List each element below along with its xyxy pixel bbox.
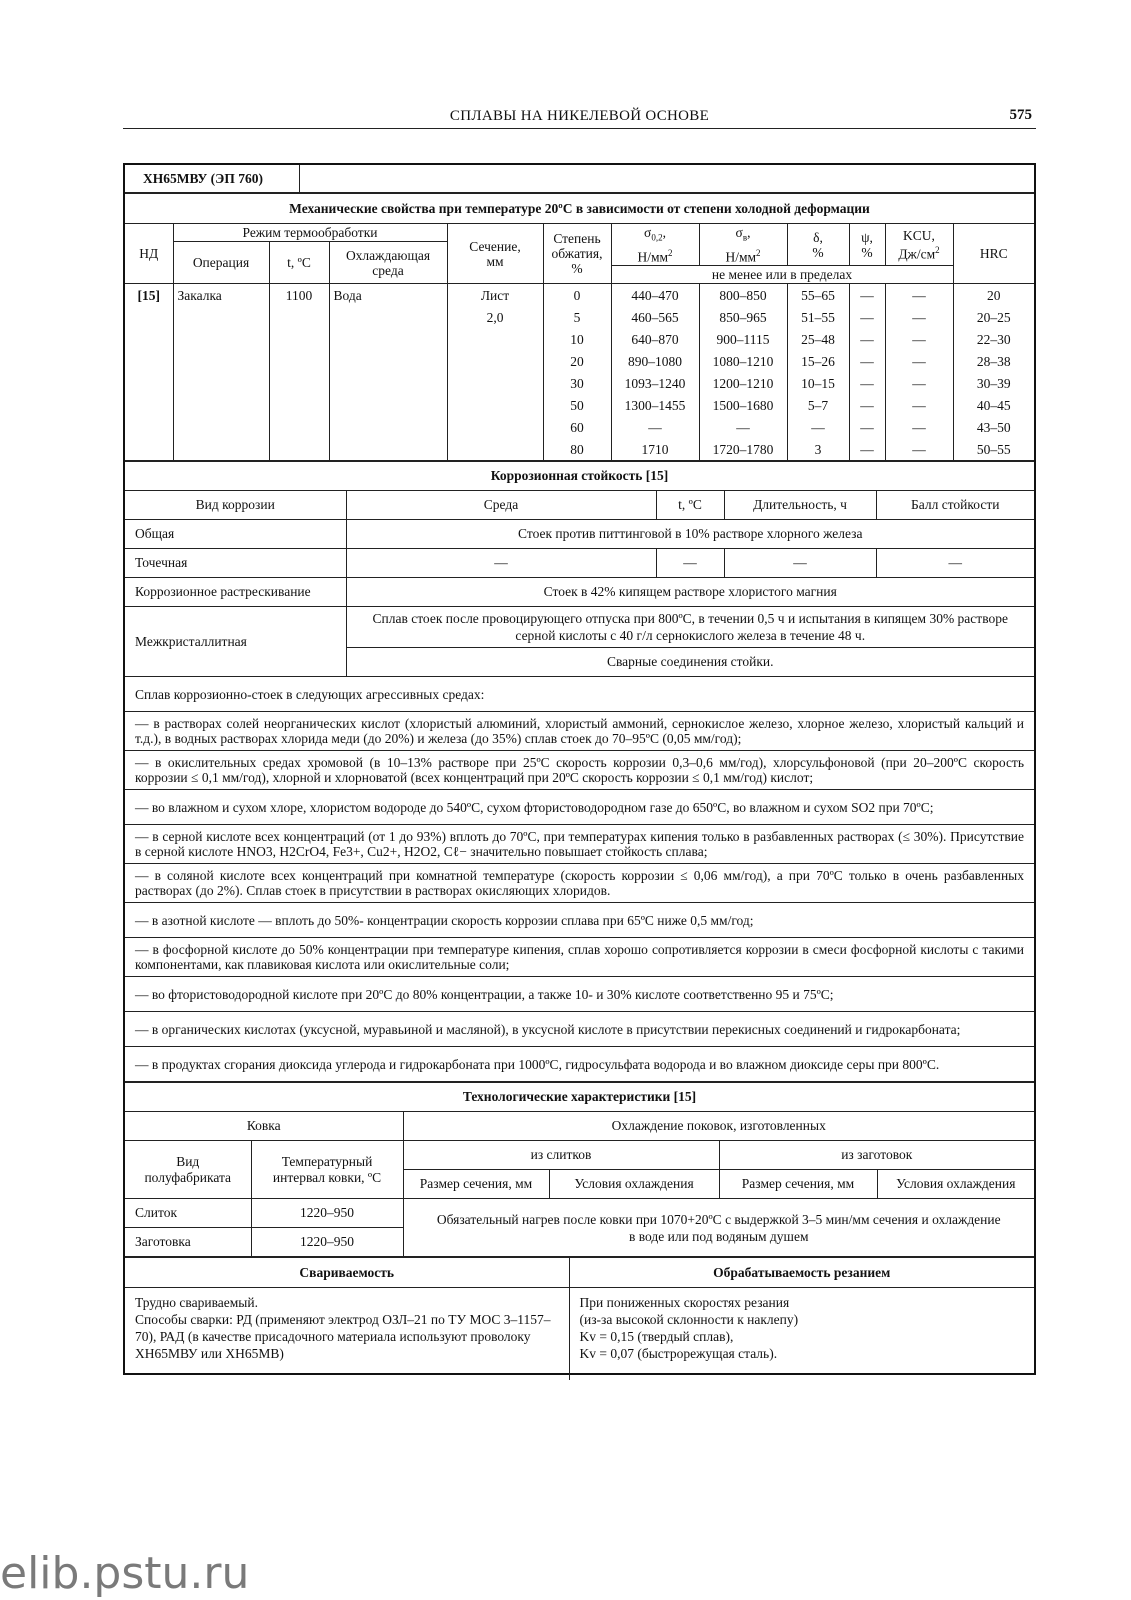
mech-cell: [125, 306, 173, 328]
mech-cell: [125, 416, 173, 438]
mech-cell: [269, 416, 329, 438]
col-section: Сечение, мм: [447, 224, 543, 284]
corr-item: — в окислительных средах хромовой (в 10–13% растворе при 25ºС скорость коррозии 0,3–0,6 мм/год), хлорсульфоновой (при 20–200ºС скорость коррозии ≤ 0,1 мм/год), хлорной и хлорноватой (всех концентраций при 20ºС скорость коррозии ≤ 0,1 мм/год) кислот;: [125, 751, 1034, 790]
mech-cell: —: [885, 372, 953, 394]
alloy-name: ХН65МВУ (ЭП 760): [125, 165, 299, 193]
mech-cell: [329, 306, 447, 328]
dash: —: [876, 549, 1034, 578]
mech-row: [125, 284, 1034, 307]
corrosion-table: [125, 461, 1034, 1082]
mech-cell: —: [885, 438, 953, 461]
mech-cell: 460–565: [611, 306, 699, 328]
col-cooling: Охлаждающая среда: [329, 242, 447, 284]
corr-type-intergranular: Межкристаллитная: [125, 607, 346, 677]
mech-cell: 40–45: [953, 394, 1034, 416]
mech-row: [125, 438, 1034, 461]
mech-cell: [15]: [125, 284, 173, 307]
col-cond: Условия охлаждения: [877, 1170, 1034, 1199]
mech-cell: [173, 416, 269, 438]
mech-cell: —: [849, 394, 885, 416]
mech-cell: 20: [953, 284, 1034, 307]
dash: —: [724, 549, 876, 578]
corr-item: — в азотной кислоте — вплоть до 50%- концентрации скорость коррозии сплава при 65ºС ниже 0,5 мм/год;: [125, 903, 1034, 938]
mech-cell: [447, 350, 543, 372]
col-score: Балл стойкости: [876, 491, 1034, 520]
col-regime: Режим термообработки: [173, 224, 447, 242]
mech-cell: [447, 372, 543, 394]
mech-cell: [329, 416, 447, 438]
mech-cell: [269, 394, 329, 416]
mech-cell: 5–7: [787, 394, 849, 416]
mech-row: [125, 306, 1034, 328]
mech-cell: 0: [543, 284, 611, 307]
mech-cell: 1200–1210: [699, 372, 787, 394]
blank-interval: 1220–950: [251, 1228, 403, 1257]
col-nd: НД: [125, 224, 173, 284]
corr-type-pitting: Точечная: [125, 549, 346, 578]
col-environment: Среда: [346, 491, 656, 520]
mech-cell: 640–870: [611, 328, 699, 350]
col-product-kind: Вид полуфабриката: [125, 1141, 251, 1199]
corr-item: — во влажном и сухом хлоре, хлористом водороде до 540ºС, сухом фтористоводородном газе до 650ºС, во влажном и сухом SO2 при 70ºС;: [125, 790, 1034, 825]
mech-cell: 30–39: [953, 372, 1034, 394]
mech-cell: —: [885, 394, 953, 416]
mech-cell: [173, 306, 269, 328]
mech-cell: [329, 372, 447, 394]
alloy-title-table: [125, 165, 1034, 193]
mech-cell: [125, 394, 173, 416]
alloy-card: [123, 163, 1036, 1375]
corr-env-intergranular: Сплав стоек после провоцирующего отпуска при 800ºС, в течении 0,5 ч и испытания в кипящем 30% растворе серной кислоты с 40 г/л сернокислого железа в течение 48 ч.: [346, 607, 1034, 648]
col-operation: Операция: [173, 242, 269, 284]
mech-cell: 50: [543, 394, 611, 416]
col-forging: Ковка: [125, 1112, 403, 1141]
corr-intro: Сплав коррозионно-стоек в следующих агрессивных средах:: [125, 677, 1034, 712]
mech-cell: —: [699, 416, 787, 438]
mech-cell: 55–65: [787, 284, 849, 307]
mech-cell: 1500–1680: [699, 394, 787, 416]
mech-cell: 1080–1210: [699, 350, 787, 372]
weldability-title: Свариваемость: [125, 1258, 569, 1288]
mech-cell: 43–50: [953, 416, 1034, 438]
mech-cell: Вода: [329, 284, 447, 307]
col-sigma02: $\sigma_{0,2}$, $Н/мм^2$: [611, 224, 699, 266]
mech-cell: 10–15: [787, 372, 849, 394]
col-corr-temp: t, ºC: [656, 491, 724, 520]
row-blank: Заготовка: [125, 1228, 251, 1257]
mech-cell: 800–850: [699, 284, 787, 307]
corr-env-cracking: Стоек в 42% кипящем растворе хлористого магния: [346, 578, 1034, 607]
dash: —: [656, 549, 724, 578]
mech-cell: [447, 328, 543, 350]
mech-cell: 10: [543, 328, 611, 350]
mech-cell: [269, 328, 329, 350]
mech-cell: [329, 394, 447, 416]
mech-cell: [269, 438, 329, 461]
mech-cell: —: [849, 306, 885, 328]
mech-cell: 850–965: [699, 306, 787, 328]
mech-cell: 900–1115: [699, 328, 787, 350]
mech-cell: 1300–1455: [611, 394, 699, 416]
corr-item: — в фосфорной кислоте до 50% концентрации при температуре кипения, сплав хорошо сопротивляется коррозии в смеси фосфорной кислоты с такими компонентами, как плавиковая кислота или окислительные соли;: [125, 938, 1034, 977]
mech-row: [125, 328, 1034, 350]
machinability-title: Обрабатываемость резанием: [569, 1258, 1034, 1288]
mech-cell: 20–25: [953, 306, 1034, 328]
col-size: Размер сечения, мм: [403, 1170, 549, 1199]
mech-cell: 60: [543, 416, 611, 438]
mech-row: [125, 394, 1034, 416]
tech-title: Технологические характеристики [15]: [125, 1083, 1034, 1112]
mech-cell: [125, 328, 173, 350]
mech-cell: [125, 438, 173, 461]
mech-cell: [447, 394, 543, 416]
mech-cell: —: [885, 306, 953, 328]
mech-cell: Лист: [447, 284, 543, 307]
mech-cell: 5: [543, 306, 611, 328]
mech-cell: 25–48: [787, 328, 849, 350]
mech-row: [125, 372, 1034, 394]
mech-cell: —: [849, 328, 885, 350]
site-watermark: elib.pstu.ru: [0, 1548, 250, 1599]
weldability-text: Трудно свариваемый. Способы сварки: РД (применяют электрод ОЗЛ–21 по ТУ МОС 3–1157–70), РАД (в качестве присадочного материала используют проволоку ХН65МВУ или ХН65МВ): [125, 1288, 569, 1381]
mech-cell: [173, 438, 269, 461]
mech-cell: —: [787, 416, 849, 438]
col-hrc: HRC: [953, 224, 1034, 284]
mech-cell: —: [849, 438, 885, 461]
mech-cell: 15–26: [787, 350, 849, 372]
corr-item: — в серной кислоте всех концентраций (от 1 до 93%) вплоть до 70ºС, при температурах кипения только в разбавленных растворах (≤ 30%). Присутствие в серной кислоте HNO3, H2CrO4, Fe3+, Cu2+, H2O2, Cℓ− значительно повышает стойкость сплава;: [125, 825, 1034, 864]
col-from-blanks: из заготовок: [719, 1141, 1034, 1170]
mech-cell: 1093–1240: [611, 372, 699, 394]
col-kcu: KCU, $Дж/см^2$: [885, 224, 953, 266]
mech-cell: —: [885, 416, 953, 438]
mech-cell: 22–30: [953, 328, 1034, 350]
mech-cell: 1100: [269, 284, 329, 307]
page-number: 575: [1009, 107, 1032, 123]
mech-row: [125, 350, 1034, 372]
corr-item: — в органических кислотах (уксусной, муравьиной и масляной), в уксусной кислоте в присутствии перекисных соединений и гидрокарбоната;: [125, 1012, 1034, 1047]
mechanical-title: Механические свойства при температуре 20ºС в зависимости от степени холодной деформации: [125, 194, 1034, 224]
cooling-note: Обязательный нагрев после ковки при 1070+20ºС с выдержкой 3–5 мин/мм сечения и охлаждение в воде или под водяным душем: [403, 1199, 1034, 1257]
mech-cell: [125, 350, 173, 372]
mech-cell: [329, 328, 447, 350]
mech-cell: —: [885, 328, 953, 350]
running-title: СПЛАВЫ НА НИКЕЛЕВОЙ ОСНОВЕ: [449, 108, 710, 124]
mech-cell: —: [849, 416, 885, 438]
mech-cell: 20: [543, 350, 611, 372]
col-min-note: не менее или в пределах: [611, 266, 953, 284]
mech-cell: [173, 394, 269, 416]
ingot-interval: 1220–950: [251, 1199, 403, 1228]
col-cooling-forgings: Охлаждение поковок, изготовленных: [403, 1112, 1034, 1141]
running-header: [123, 106, 1036, 129]
col-sigmav: $\sigma_в$, $Н/мм^2$: [699, 224, 787, 266]
mech-cell: [329, 350, 447, 372]
corr-env-general: Стоек против питтинговой в 10% растворе хлорного железа: [346, 520, 1034, 549]
mech-cell: [329, 438, 447, 461]
mech-cell: [447, 416, 543, 438]
corrosion-title: Коррозионная стойкость [15]: [125, 462, 1034, 491]
weld-machining-table: [125, 1257, 1034, 1380]
col-delta: δ, %: [787, 224, 849, 266]
mech-cell: 50–55: [953, 438, 1034, 461]
col-cond: Условия охлаждения: [549, 1170, 719, 1199]
mech-cell: 440–470: [611, 284, 699, 307]
mech-cell: 1720–1780: [699, 438, 787, 461]
col-corrosion-type: Вид коррозии: [125, 491, 346, 520]
mech-cell: [173, 328, 269, 350]
corr-env-welds: Сварные соединения стойки.: [346, 648, 1034, 677]
mech-cell: —: [611, 416, 699, 438]
dash: —: [346, 549, 656, 578]
mech-cell: —: [885, 284, 953, 307]
mechanical-properties-table: [125, 193, 1034, 461]
corr-item: — в соляной кислоте всех концентраций при комнатной температуре (скорость коррозии ≤ 0,06 мм/год), а при 70ºС только в очень разбавленных растворах (до 2%). Сплав стоек в присутствии в растворах окисляющих хлоридов.: [125, 864, 1034, 903]
mech-cell: 2,0: [447, 306, 543, 328]
mech-cell: [125, 372, 173, 394]
mech-cell: Закалка: [173, 284, 269, 307]
tech-table: [125, 1082, 1034, 1257]
corr-item: — в продуктах сгорания диоксида углерода и гидрокарбоната при 1000ºС, гидросульфата водорода и во влажном диоксиде серы при 800ºС.: [125, 1047, 1034, 1082]
mech-cell: 51–55: [787, 306, 849, 328]
mech-cell: 28–38: [953, 350, 1034, 372]
corr-type-cracking: Коррозионное растрескивание: [125, 578, 346, 607]
mech-cell: 30: [543, 372, 611, 394]
col-duration: Длительность, ч: [724, 491, 876, 520]
col-degree: Степень обжатия, %: [543, 224, 611, 284]
col-from-ingots: из слитков: [403, 1141, 719, 1170]
corr-item: — в растворах солей неорганических кислот (хлористый алюминий, хлористый аммоний, сернокислое железо, хлорное железо, хлористый кальций и т.д.), в водных растворах хлорида меди (до 20%) и железа (до 35%) сплав стоек до 70–95ºС (0,05 мм/год);: [125, 712, 1034, 751]
mech-cell: —: [849, 284, 885, 307]
mech-cell: [269, 372, 329, 394]
machinability-text: При пониженных скоростях резания (из-за высокой склонности к наклепу) Kv = 0,15 (твердый сплав), Kv = 0,07 (быстрорежущая сталь).: [569, 1288, 1034, 1381]
mech-cell: [269, 306, 329, 328]
mech-cell: 80: [543, 438, 611, 461]
mech-cell: —: [849, 372, 885, 394]
mech-cell: [173, 372, 269, 394]
row-ingot: Слиток: [125, 1199, 251, 1228]
col-psi: ψ, %: [849, 224, 885, 266]
mech-cell: 1710: [611, 438, 699, 461]
col-size: Размер сечения, мм: [719, 1170, 877, 1199]
mech-cell: [447, 438, 543, 461]
mech-row: [125, 416, 1034, 438]
mech-cell: —: [849, 350, 885, 372]
mech-cell: [173, 350, 269, 372]
corr-item: — во фтористоводородной кислоте при 20ºС до 80% концентрации, а также 10- и 30% кислоте соответственно 95 и 75ºС;: [125, 977, 1034, 1012]
mech-cell: 890–1080: [611, 350, 699, 372]
corr-type-general: Общая: [125, 520, 346, 549]
col-temp: t, ºC: [269, 242, 329, 284]
mech-cell: —: [885, 350, 953, 372]
mech-cell: [269, 350, 329, 372]
mech-cell: 3: [787, 438, 849, 461]
col-forging-interval: Температурный интервал ковки, ºC: [251, 1141, 403, 1199]
